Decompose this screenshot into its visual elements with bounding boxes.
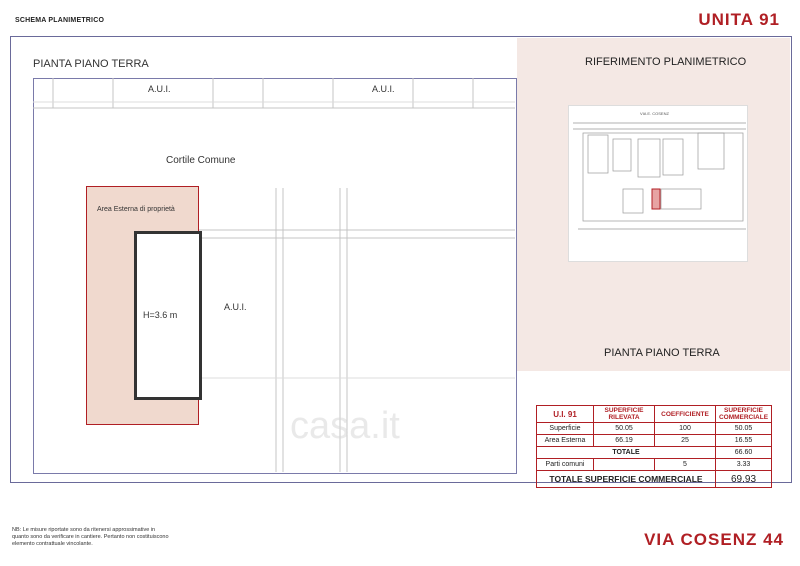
row-commerciale: 3.33 bbox=[716, 459, 772, 471]
plan-title: PIANTA PIANO TERRA bbox=[33, 58, 149, 70]
row-coeff: 25 bbox=[655, 435, 716, 447]
row-commerciale: 50.05 bbox=[716, 423, 772, 435]
row-rilevata bbox=[594, 459, 655, 471]
address-title: VIA COSENZ 44 bbox=[644, 530, 784, 549]
reference-subtitle: PIANTA PIANO TERRA bbox=[604, 347, 720, 359]
table-row bbox=[537, 423, 772, 435]
grand-total-label: TOTALE SUPERFICIE COMMERCIALE bbox=[537, 471, 716, 488]
table-row bbox=[537, 435, 772, 447]
row-coeff: 100 bbox=[655, 423, 716, 435]
unit-title: UNITA 91 bbox=[698, 10, 780, 29]
table-header-row bbox=[537, 406, 772, 423]
mini-street-label: VIA E. COSENZ bbox=[640, 111, 669, 116]
table-total-row bbox=[537, 447, 772, 459]
row-rilevata: 66.19 bbox=[594, 435, 655, 447]
aui-label-top-left: A.U.I. bbox=[148, 84, 171, 94]
aui-label-mid: A.U.I. bbox=[224, 302, 247, 312]
section-title: SCHEMA PLANIMETRICO bbox=[15, 17, 105, 24]
table-header-rilevata: SUPERFICIE RILEVATA bbox=[594, 406, 655, 423]
table-row bbox=[537, 459, 772, 471]
row-name: Superficie bbox=[537, 423, 594, 435]
row-rilevata: 50.05 bbox=[594, 423, 655, 435]
row-name: Parti comuni bbox=[537, 459, 594, 471]
footnote: NB: Le misure riportate sono da ritenersi approssimative in quanto sono da verificare in cantiere. Pertanto non costituiscono elemento contrattuale vincolante. bbox=[12, 527, 169, 547]
reference-title: RIFERIMENTO PLANIMETRICO bbox=[585, 56, 747, 68]
area-esterna-label: Area Esterna di proprietà bbox=[97, 206, 175, 213]
table-header-commerciale: SUPERFICIE COMMERCIALE bbox=[716, 406, 772, 423]
surfaces-table bbox=[536, 405, 772, 488]
aui-label-top-right: A.U.I. bbox=[372, 84, 395, 94]
row-name: Area Esterna bbox=[537, 435, 594, 447]
row-commerciale: 16.55 bbox=[716, 435, 772, 447]
table-grand-total-row bbox=[537, 471, 772, 488]
total-label: TOTALE bbox=[537, 447, 716, 459]
total-value: 66.60 bbox=[716, 447, 772, 459]
height-label: H=3.6 m bbox=[143, 310, 178, 320]
cortile-label: Cortile Comune bbox=[166, 155, 236, 166]
watermark: casa.it bbox=[290, 405, 400, 447]
row-coeff: 5 bbox=[655, 459, 716, 471]
reference-mini-drawing bbox=[568, 105, 746, 260]
table-header-coeff: COEFFICIENTE bbox=[655, 406, 716, 423]
grand-total-value: 69.93 bbox=[716, 471, 772, 488]
table-header-unit: U.I. 91 bbox=[537, 406, 594, 423]
